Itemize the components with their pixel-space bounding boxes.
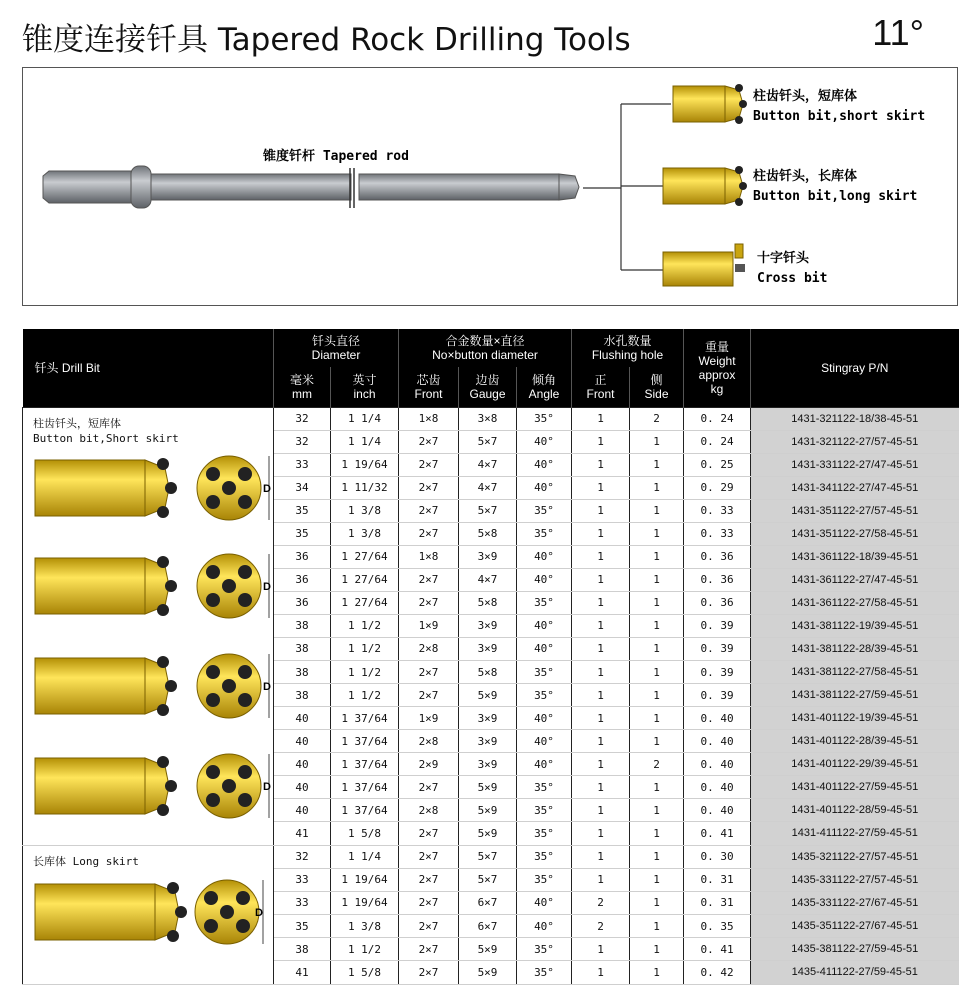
svg-text:D: D (263, 780, 271, 793)
tapered-rod (43, 166, 579, 208)
section-label-en: Button bit,Short skirt (33, 431, 179, 445)
part-number: 1431-361122-27/47-45-51 (751, 568, 959, 591)
weight-kg: 0. 25 (684, 453, 751, 476)
flushing-side: 1 (630, 845, 684, 868)
bit-face-view-icon (197, 754, 261, 818)
flushing-side: 1 (630, 961, 684, 984)
gauge-angle: 40° (517, 430, 572, 453)
flushing-side: 1 (630, 938, 684, 961)
weight-kg: 0. 39 (684, 661, 751, 684)
flushing-front: 2 (572, 891, 630, 914)
diameter-mm: 32 (274, 845, 331, 868)
weight-kg: 0. 24 (684, 430, 751, 453)
bit-side-view-icon (35, 756, 177, 816)
diameter-inch: 1 1/2 (331, 637, 399, 660)
short-skirt-label-en: Button bit,short skirt (753, 109, 926, 124)
gauge-buttons: 3×9 (459, 753, 517, 776)
flushing-side: 1 (630, 453, 684, 476)
part-number: 1431-381122-27/59-45-51 (751, 684, 959, 707)
diameter-mm: 32 (274, 430, 331, 453)
diameter-marker (255, 880, 263, 944)
flushing-side: 1 (630, 661, 684, 684)
diameter-inch: 1 3/8 (331, 522, 399, 545)
diagram-svg (23, 68, 957, 305)
gauge-buttons: 5×9 (459, 961, 517, 984)
gauge-buttons: 5×8 (459, 591, 517, 614)
part-number: 1431-401122-29/39-45-51 (751, 753, 959, 776)
front-buttons: 2×7 (399, 430, 459, 453)
cross-bit-label-cn: 十字钎头 (757, 251, 810, 266)
flushing-side: 1 (630, 476, 684, 499)
bit-face-view-icon (197, 554, 261, 618)
part-number: 1431-351122-27/58-45-51 (751, 522, 959, 545)
front-buttons: 2×7 (399, 568, 459, 591)
flushing-front: 1 (572, 430, 630, 453)
diameter-inch: 1 1/4 (331, 430, 399, 453)
weight-kg: 0. 39 (684, 684, 751, 707)
diameter-inch: 1 11/32 (331, 476, 399, 499)
mm-header: 毫米 mm (274, 367, 331, 407)
flushing-side: 1 (630, 707, 684, 730)
diameter-mm: 41 (274, 961, 331, 984)
flushing-front: 1 (572, 637, 630, 660)
diameter-mm: 33 (274, 891, 331, 914)
diameter-inch: 1 1/4 (331, 845, 399, 868)
weight-kg: 0. 41 (684, 822, 751, 845)
long-skirt-section (23, 845, 274, 984)
front-buttons: 2×7 (399, 522, 459, 545)
front-buttons: 1×9 (399, 707, 459, 730)
front-buttons: 2×7 (399, 961, 459, 984)
spec-table-body (23, 407, 959, 984)
diameter-mm: 32 (274, 407, 331, 430)
weight-kg: 0. 30 (684, 845, 751, 868)
part-number: 1431-401122-28/59-45-51 (751, 799, 959, 822)
part-number: 1431-381122-19/39-45-51 (751, 614, 959, 637)
part-number: 1431-401122-19/39-45-51 (751, 707, 959, 730)
gauge-angle: 40° (517, 614, 572, 637)
gauge-buttons: 5×7 (459, 430, 517, 453)
part-number: 1435-381122-27/59-45-51 (751, 938, 959, 961)
diameter-mm: 38 (274, 661, 331, 684)
weight-kg: 0. 33 (684, 522, 751, 545)
part-number: 1431-361122-27/58-45-51 (751, 591, 959, 614)
diameter-inch: 1 5/8 (331, 822, 399, 845)
weight-kg: 0. 40 (684, 799, 751, 822)
bit-connector-lines (583, 104, 671, 270)
diameter-mm: 40 (274, 799, 331, 822)
part-number: 1435-321122-27/57-45-51 (751, 845, 959, 868)
front-buttons: 2×8 (399, 730, 459, 753)
svg-text:D: D (263, 482, 271, 495)
weight-kg: 0. 36 (684, 568, 751, 591)
flushing-side: 1 (630, 522, 684, 545)
gauge-angle: 40° (517, 891, 572, 914)
gauge-buttons: 3×9 (459, 614, 517, 637)
bit-side-view-icon (35, 882, 187, 942)
weight-kg: 0. 42 (684, 961, 751, 984)
part-number: 1431-411122-27/59-45-51 (751, 822, 959, 845)
weight-kg: 0. 35 (684, 914, 751, 937)
front-buttons: 2×7 (399, 822, 459, 845)
diameter-inch: 1 37/64 (331, 799, 399, 822)
gauge-buttons: 5×8 (459, 522, 517, 545)
diameter-inch: 1 19/64 (331, 891, 399, 914)
front-buttons: 2×7 (399, 453, 459, 476)
diameter-mm: 41 (274, 822, 331, 845)
gauge-angle: 40° (517, 545, 572, 568)
diameter-inch: 1 19/64 (331, 453, 399, 476)
weight-kg: 0. 40 (684, 730, 751, 753)
gauge-angle: 35° (517, 499, 572, 522)
flushing-front: 1 (572, 753, 630, 776)
flushing-side: 1 (630, 914, 684, 937)
diameter-mm: 36 (274, 591, 331, 614)
flushing-front: 1 (572, 407, 630, 430)
diameter-mm: 35 (274, 914, 331, 937)
diameter-inch: 1 37/64 (331, 730, 399, 753)
weight-kg: 0. 41 (684, 938, 751, 961)
front-buttons: 2×7 (399, 776, 459, 799)
flushing-front: 1 (572, 522, 630, 545)
flushing-front: 1 (572, 799, 630, 822)
gauge-angle: 35° (517, 868, 572, 891)
part-number: 1431-381122-28/39-45-51 (751, 637, 959, 660)
gauge-angle: 35° (517, 776, 572, 799)
diameter-mm: 40 (274, 707, 331, 730)
gauge-buttons: 5×9 (459, 684, 517, 707)
inch-header: 英寸 inch (331, 367, 399, 407)
part-number: 1435-331122-27/67-45-51 (751, 891, 959, 914)
diameter-mm: 35 (274, 499, 331, 522)
part-number: 1431-341122-27/47-45-51 (751, 476, 959, 499)
flushing-side-header: 侧 Side (630, 367, 684, 407)
page-title: 锥度连接钎具 Tapered Rock Drilling Tools (22, 22, 631, 58)
flushing-front: 1 (572, 845, 630, 868)
front-buttons: 1×8 (399, 407, 459, 430)
weight-kg: 0. 29 (684, 476, 751, 499)
flushing-side: 2 (630, 407, 684, 430)
bit-face-view-icon (195, 880, 259, 944)
diameter-mm: 38 (274, 637, 331, 660)
section-label-cn: 柱齿钎头，短库体 (33, 416, 121, 430)
flushing-side: 1 (630, 799, 684, 822)
gauge-angle: 35° (517, 845, 572, 868)
section-illustration (23, 408, 273, 845)
diameter-mm: 36 (274, 568, 331, 591)
part-number: 1431-401122-28/39-45-51 (751, 730, 959, 753)
bit-face-view-icon (197, 456, 261, 520)
front-buttons: 1×8 (399, 545, 459, 568)
flushing-front: 1 (572, 545, 630, 568)
flushing-side: 1 (630, 545, 684, 568)
diameter-marker (263, 654, 271, 718)
front-buttons: 2×7 (399, 476, 459, 499)
front-buttons: 2×9 (399, 753, 459, 776)
flushing-front: 1 (572, 707, 630, 730)
flushing-front: 1 (572, 868, 630, 891)
part-number: 1431-401122-27/59-45-51 (751, 776, 959, 799)
flushing-front: 1 (572, 961, 630, 984)
part-number: 1431-351122-27/57-45-51 (751, 499, 959, 522)
gauge-buttons: 5×7 (459, 499, 517, 522)
flushing-side: 2 (630, 753, 684, 776)
svg-text:D: D (263, 680, 271, 693)
diameter-mm: 38 (274, 684, 331, 707)
gauge-angle: 40° (517, 453, 572, 476)
weight-kg: 0. 40 (684, 776, 751, 799)
flushing-header: 水孔数量 Flushing hole (572, 329, 684, 367)
angle-header: 倾角 Angle (517, 367, 572, 407)
gauge-buttons: 5×7 (459, 868, 517, 891)
diameter-marker (263, 754, 271, 818)
front-buttons: 2×7 (399, 868, 459, 891)
front-buttons: 2×7 (399, 684, 459, 707)
flushing-side: 1 (630, 568, 684, 591)
flushing-side: 1 (630, 776, 684, 799)
flushing-front: 1 (572, 476, 630, 499)
pn-header: Stingray P/N (751, 329, 959, 407)
flushing-side: 1 (630, 614, 684, 637)
gauge-buttons: 5×7 (459, 845, 517, 868)
weight-kg: 0. 24 (684, 407, 751, 430)
diameter-inch: 1 3/8 (331, 499, 399, 522)
flushing-side: 1 (630, 891, 684, 914)
gauge-angle: 35° (517, 961, 572, 984)
front-buttons: 2×7 (399, 891, 459, 914)
table-row (23, 845, 959, 868)
diameter-inch: 1 37/64 (331, 707, 399, 730)
front-buttons: 2×7 (399, 938, 459, 961)
gauge-angle: 40° (517, 637, 572, 660)
section-label-cn: 长库体 Long skirt (33, 854, 139, 868)
gauge-buttons: 5×9 (459, 938, 517, 961)
long-skirt-bit-image (663, 166, 747, 206)
gauge-buttons: 6×7 (459, 891, 517, 914)
short-skirt-label-cn: 柱齿钎头，短库体 (753, 89, 858, 104)
weight-kg: 0. 31 (684, 891, 751, 914)
front-buttons: 2×8 (399, 799, 459, 822)
bit-face-view-icon (197, 654, 261, 718)
flushing-side: 1 (630, 430, 684, 453)
gauge-angle: 40° (517, 568, 572, 591)
diameter-inch: 1 27/64 (331, 591, 399, 614)
bit-side-view-icon (35, 556, 177, 616)
gauge-angle: 35° (517, 407, 572, 430)
table-title: 钎头 Drill Bit (23, 329, 274, 407)
flushing-side: 1 (630, 591, 684, 614)
diameter-inch: 1 1/4 (331, 407, 399, 430)
part-number: 1435-331122-27/57-45-51 (751, 868, 959, 891)
weight-header: 重量 Weight approx kg (684, 329, 751, 407)
flushing-side: 1 (630, 637, 684, 660)
gauge-buttons: 5×9 (459, 776, 517, 799)
diameter-mm: 40 (274, 730, 331, 753)
weight-kg: 0. 40 (684, 753, 751, 776)
weight-kg: 0. 33 (684, 499, 751, 522)
weight-kg: 0. 39 (684, 637, 751, 660)
gauge-buttons: 3×9 (459, 545, 517, 568)
drill-bit-spec-table (22, 329, 959, 985)
gauge-buttons: 3×8 (459, 407, 517, 430)
gauge-angle: 35° (517, 938, 572, 961)
front-buttons: 2×7 (399, 914, 459, 937)
front-buttons: 2×8 (399, 637, 459, 660)
part-number: 1431-321122-27/57-45-51 (751, 430, 959, 453)
flushing-front: 1 (572, 661, 630, 684)
flushing-front: 1 (572, 684, 630, 707)
table-row (23, 407, 959, 430)
flushing-front: 1 (572, 730, 630, 753)
front-header: 芯齿 Front (399, 367, 459, 407)
diameter-mm: 33 (274, 868, 331, 891)
diameter-mm: 36 (274, 545, 331, 568)
front-buttons: 2×7 (399, 845, 459, 868)
flushing-front: 1 (572, 591, 630, 614)
section-label (33, 416, 179, 446)
diameter-inch: 1 1/2 (331, 684, 399, 707)
part-number: 1431-381122-27/58-45-51 (751, 661, 959, 684)
short-skirt-bit-image (673, 84, 747, 124)
diameter-inch: 1 27/64 (331, 568, 399, 591)
flushing-front: 1 (572, 822, 630, 845)
diameter-mm: 34 (274, 476, 331, 499)
svg-text:D: D (255, 906, 263, 919)
diameter-inch: 1 19/64 (331, 868, 399, 891)
diameter-header: 钎头直径 Diameter (274, 329, 399, 367)
section-label (33, 854, 139, 869)
bit-side-view-icon (35, 458, 177, 518)
flushing-side: 1 (630, 822, 684, 845)
flushing-front: 1 (572, 614, 630, 637)
flushing-side: 1 (630, 868, 684, 891)
front-buttons: 2×7 (399, 591, 459, 614)
part-number: 1431-361122-18/39-45-51 (751, 545, 959, 568)
part-number: 1435-351122-27/67-45-51 (751, 914, 959, 937)
diameter-inch: 1 27/64 (331, 545, 399, 568)
gauge-buttons: 5×9 (459, 822, 517, 845)
flushing-front: 1 (572, 499, 630, 522)
gauge-buttons: 3×9 (459, 730, 517, 753)
part-number: 1435-411122-27/59-45-51 (751, 961, 959, 984)
bit-side-view-icon (35, 656, 177, 716)
gauge-buttons: 3×9 (459, 637, 517, 660)
flushing-front: 1 (572, 453, 630, 476)
diameter-mm: 38 (274, 614, 331, 637)
diameter-mm: 40 (274, 753, 331, 776)
gauge-angle: 35° (517, 822, 572, 845)
weight-kg: 0. 39 (684, 614, 751, 637)
gauge-angle: 40° (517, 730, 572, 753)
gauge-angle: 35° (517, 661, 572, 684)
gauge-angle: 35° (517, 591, 572, 614)
diameter-inch: 1 37/64 (331, 776, 399, 799)
diameter-mm: 35 (274, 522, 331, 545)
long-skirt-label-cn: 柱齿钎头，长库体 (753, 169, 858, 184)
short-skirt-section (23, 407, 274, 845)
diameter-inch: 1 37/64 (331, 753, 399, 776)
part-number: 1431-331122-27/47-45-51 (751, 453, 959, 476)
gauge-buttons: 5×8 (459, 661, 517, 684)
diameter-inch: 1 3/8 (331, 914, 399, 937)
diameter-inch: 1 1/2 (331, 614, 399, 637)
diameter-inch: 1 1/2 (331, 661, 399, 684)
gauge-angle: 40° (517, 753, 572, 776)
long-skirt-label-en: Button bit,long skirt (753, 189, 918, 204)
gauge-angle: 35° (517, 684, 572, 707)
diameter-mm: 33 (274, 453, 331, 476)
flushing-side: 1 (630, 499, 684, 522)
flushing-front-header: 正 Front (572, 367, 630, 407)
diameter-inch: 1 1/2 (331, 938, 399, 961)
diameter-inch: 1 5/8 (331, 961, 399, 984)
diameter-mm: 40 (274, 776, 331, 799)
front-buttons: 1×9 (399, 614, 459, 637)
taper-angle: 11° (872, 12, 924, 53)
gauge-buttons: 3×9 (459, 707, 517, 730)
flushing-front: 1 (572, 776, 630, 799)
gauge-buttons: 4×7 (459, 476, 517, 499)
gauge-buttons: 4×7 (459, 453, 517, 476)
weight-kg: 0. 36 (684, 591, 751, 614)
buttons-header: 合金数量×直径 No×button diameter (399, 329, 572, 367)
flushing-front: 2 (572, 914, 630, 937)
rod-label: 锥度钎杆 Tapered rod (263, 149, 409, 164)
gauge-buttons: 4×7 (459, 568, 517, 591)
flushing-front: 1 (572, 568, 630, 591)
flushing-side: 1 (630, 684, 684, 707)
flushing-front: 1 (572, 938, 630, 961)
cross-bit-image (663, 244, 745, 286)
gauge-buttons: 5×9 (459, 799, 517, 822)
front-buttons: 2×7 (399, 499, 459, 522)
gauge-buttons: 6×7 (459, 914, 517, 937)
front-buttons: 2×7 (399, 661, 459, 684)
weight-kg: 0. 31 (684, 868, 751, 891)
part-number: 1431-321122-18/38-45-51 (751, 407, 959, 430)
gauge-angle: 40° (517, 476, 572, 499)
weight-kg: 0. 40 (684, 707, 751, 730)
gauge-angle: 35° (517, 799, 572, 822)
tool-diagram (22, 67, 958, 306)
flushing-side: 1 (630, 730, 684, 753)
weight-kg: 0. 36 (684, 545, 751, 568)
svg-text:D: D (263, 580, 271, 593)
cross-bit-label-en: Cross bit (757, 271, 828, 286)
diameter-mm: 38 (274, 938, 331, 961)
diameter-marker (263, 554, 271, 618)
gauge-header: 边齿 Gauge (459, 367, 517, 407)
diameter-marker (263, 456, 271, 520)
gauge-angle: 40° (517, 914, 572, 937)
gauge-angle: 40° (517, 707, 572, 730)
gauge-angle: 35° (517, 522, 572, 545)
